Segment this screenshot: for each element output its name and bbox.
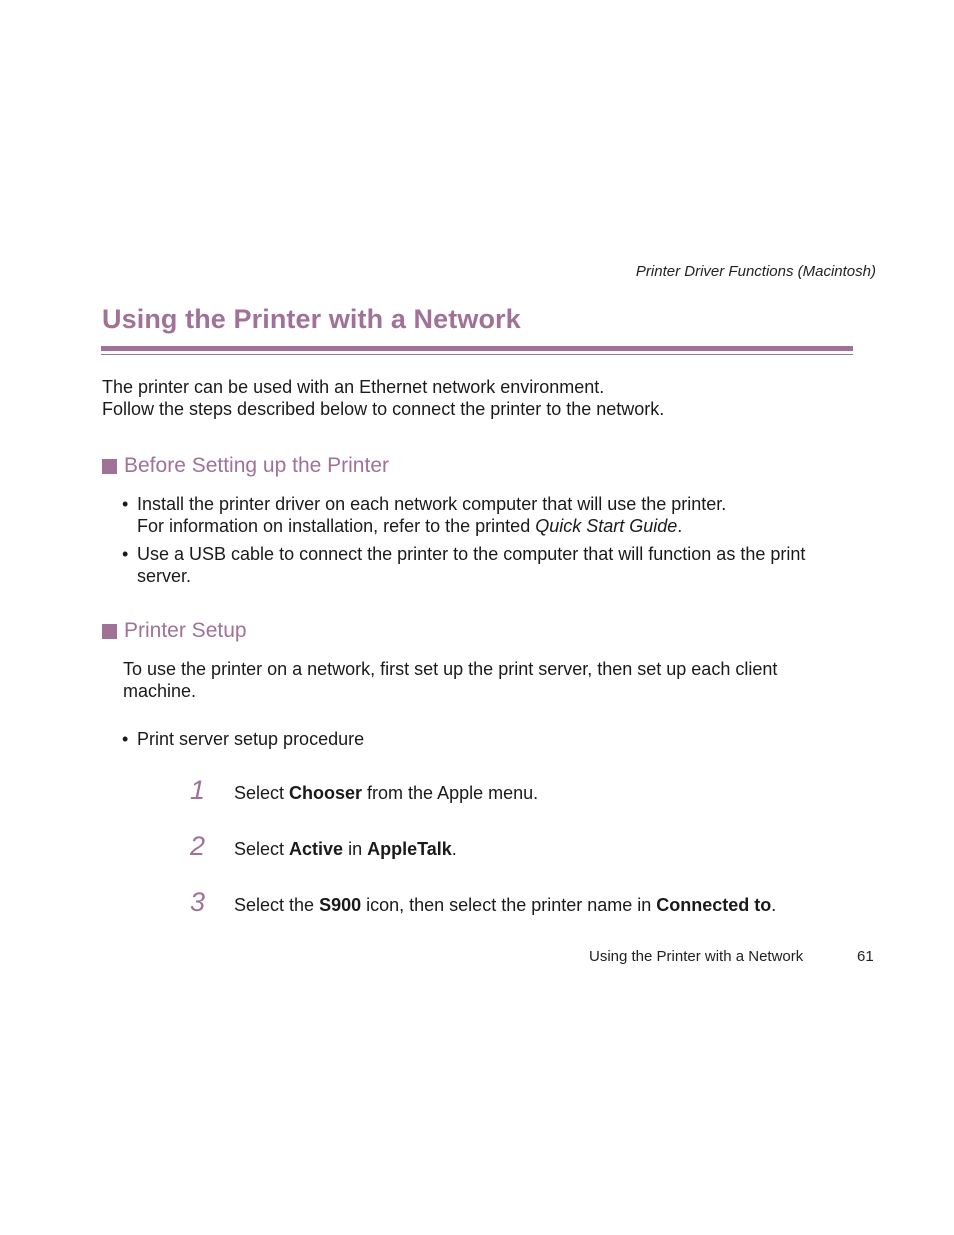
title-rule-thin (101, 354, 853, 355)
bullet-icon: • (122, 544, 129, 564)
step-text-pre: Select (234, 839, 290, 859)
intro-paragraph (102, 376, 664, 420)
footer-section-title: Using the Printer with a Network (589, 948, 804, 965)
section-square-icon (102, 459, 117, 474)
section-heading-printer-setup (102, 619, 247, 643)
step-keyword: Chooser (289, 783, 363, 803)
step-number: 2 (190, 831, 206, 861)
list-item-text: Use a USB cable to connect the printer to the computer that will function as the print server. (137, 544, 806, 586)
step-text (234, 783, 538, 804)
list-item-line-2-prefix: For information on installation, refer to the printed (137, 516, 536, 536)
step-text-mid: icon, then select the printer name in (361, 895, 657, 915)
step-number: 3 (190, 887, 206, 917)
step-text (234, 895, 776, 916)
list-item (122, 728, 852, 750)
step-keyword: S900 (319, 895, 362, 915)
running-head: Printer Driver Functions (Macintosh) (635, 263, 876, 280)
page-number: 61 (857, 948, 874, 965)
page-title: Using the Printer with a Network (102, 304, 521, 334)
step-keyword: AppleTalk (367, 839, 452, 859)
step-keyword: Active (289, 839, 344, 859)
step-1 (190, 775, 538, 806)
step-keyword: Connected to (656, 895, 772, 915)
list-item-line-2-suffix: . (677, 516, 683, 536)
step-text-post: from the Apple menu. (362, 783, 539, 803)
step-text-mid: in (343, 839, 368, 859)
intro-line-2: Follow the steps described below to connect the printer to the network. (102, 399, 665, 419)
before-setup-list (122, 493, 852, 587)
step-text-post: . (451, 839, 457, 859)
bullet-icon: • (122, 729, 129, 749)
section-heading-text: Printer Setup (124, 619, 247, 642)
step-text-pre: Select the (234, 895, 320, 915)
bullet-icon: • (122, 494, 129, 514)
printer-setup-paragraph: To use the printer on a network, first set up the print server, then set up each client machine. (123, 659, 778, 701)
section-heading-before-setup (102, 454, 389, 478)
step-3 (190, 887, 776, 918)
list-item (122, 493, 852, 537)
list-item-text: Print server setup procedure (137, 729, 365, 749)
step-number: 1 (190, 775, 206, 805)
intro-line-1: The printer can be used with an Ethernet network environment. (102, 377, 605, 397)
quick-start-guide-title: Quick Start Guide (535, 516, 678, 536)
step-text-pre: Select (234, 783, 290, 803)
step-text (234, 839, 457, 860)
setup-procedure-list (122, 728, 852, 750)
step-2 (190, 831, 457, 862)
list-item-line-1: Install the printer driver on each network computer that will use the printer. (137, 494, 727, 514)
section-square-icon (102, 624, 117, 639)
step-text-post: . (771, 895, 777, 915)
section-heading-text: Before Setting up the Printer (124, 454, 389, 477)
title-rule-thick (101, 346, 853, 351)
list-item (122, 543, 852, 587)
